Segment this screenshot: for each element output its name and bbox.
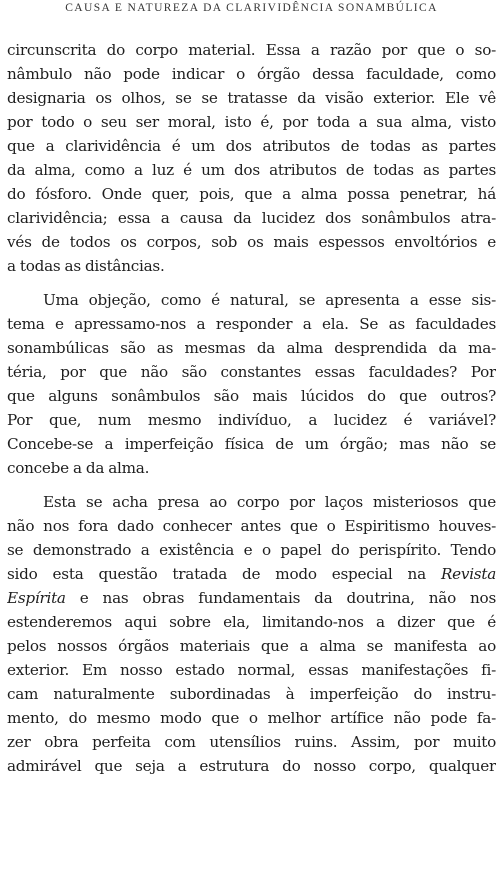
text-line: pelos nossos órgãos materiais que a alma se manifesta ao bbox=[7, 637, 496, 655]
text-line: clarividência; essa a causa da lucidez dos sonâmbulos atra- bbox=[7, 209, 496, 227]
text-line bbox=[7, 586, 496, 610]
text-line: da alma, como a luz é um dos atributos de todas as partes bbox=[7, 161, 496, 179]
text-line: tema e apressamo-nos a responder a ela. Se as faculdades bbox=[7, 315, 496, 333]
body-text bbox=[7, 38, 496, 778]
text-line: Concebe-se a imperfeição física de um órgão; mas não se bbox=[7, 435, 496, 453]
text-line: circunscrita do corpo material. Essa a razão por que o so- bbox=[7, 41, 496, 59]
text-line: não nos fora dado conhecer antes que o Espiritismo houves- bbox=[7, 517, 496, 535]
journal-title-italic: Espírita bbox=[7, 589, 66, 607]
text-line: vés de todos os corpos, sob os mais espessos envoltórios e bbox=[7, 233, 496, 251]
line-text: e nas obras fundamentais da doutrina, não nos bbox=[79, 589, 496, 607]
text-line: designaria os olhos, se se tratasse da visão exterior. Ele vê bbox=[7, 89, 496, 107]
text-line: se demonstrado a existência e o papel do perispírito. Tendo bbox=[7, 541, 496, 559]
text-line: por todo o seu ser moral, isto é, por toda a sua alma, visto bbox=[7, 113, 496, 131]
text-line: Esta se acha presa ao corpo por laços misteriosos que bbox=[43, 493, 496, 511]
text-line: admirável que seja a estrutura do nosso corpo, qualquer bbox=[7, 757, 496, 775]
text-line: a todas as distâncias. bbox=[7, 257, 165, 275]
paragraph-1 bbox=[7, 38, 496, 278]
running-head: CAUSA E NATUREZA DA CLARIVIDÊNCIA SONAMBÚLICA bbox=[65, 2, 438, 14]
text-line: cam naturalmente subordinadas à imperfeição do instru- bbox=[7, 685, 496, 703]
text-line bbox=[7, 562, 496, 586]
text-line: Por que, num mesmo indivíduo, a lucidez é variável? bbox=[7, 411, 496, 429]
text-line: mento, do mesmo modo que o melhor artífice não pode fa- bbox=[7, 709, 496, 727]
text-line: que alguns sonâmbulos são mais lúcidos do que outros? bbox=[7, 387, 496, 405]
paragraph-3 bbox=[7, 490, 496, 778]
text-line: nâmbulo não pode indicar o órgão dessa faculdade, como bbox=[7, 65, 496, 83]
journal-title-italic: Revista bbox=[440, 565, 496, 583]
text-line: estenderemos aqui sobre ela, limitando-nos a dizer que é bbox=[7, 613, 496, 631]
line-text: sido esta questão tratada de modo especial na bbox=[7, 565, 426, 583]
text-line: sonambúlicas são as mesmas da alma desprendida da ma- bbox=[7, 339, 496, 357]
text-line: téria, por que não são constantes essas faculdades? Por bbox=[7, 363, 496, 381]
text-line: do fósforo. Onde quer, pois, que a alma possa penetrar, há bbox=[7, 185, 496, 203]
text-line: que a clarividência é um dos atributos de todas as partes bbox=[7, 137, 496, 155]
text-line: concebe a da alma. bbox=[7, 459, 150, 477]
paragraph-2 bbox=[7, 288, 496, 480]
text-line: exterior. Em nosso estado normal, essas manifestações fi- bbox=[7, 661, 496, 679]
text-line: zer obra perfeita com utensílios ruins. Assim, por muito bbox=[7, 733, 496, 751]
text-line: Uma objeção, como é natural, se apresenta a esse sis- bbox=[43, 291, 496, 309]
